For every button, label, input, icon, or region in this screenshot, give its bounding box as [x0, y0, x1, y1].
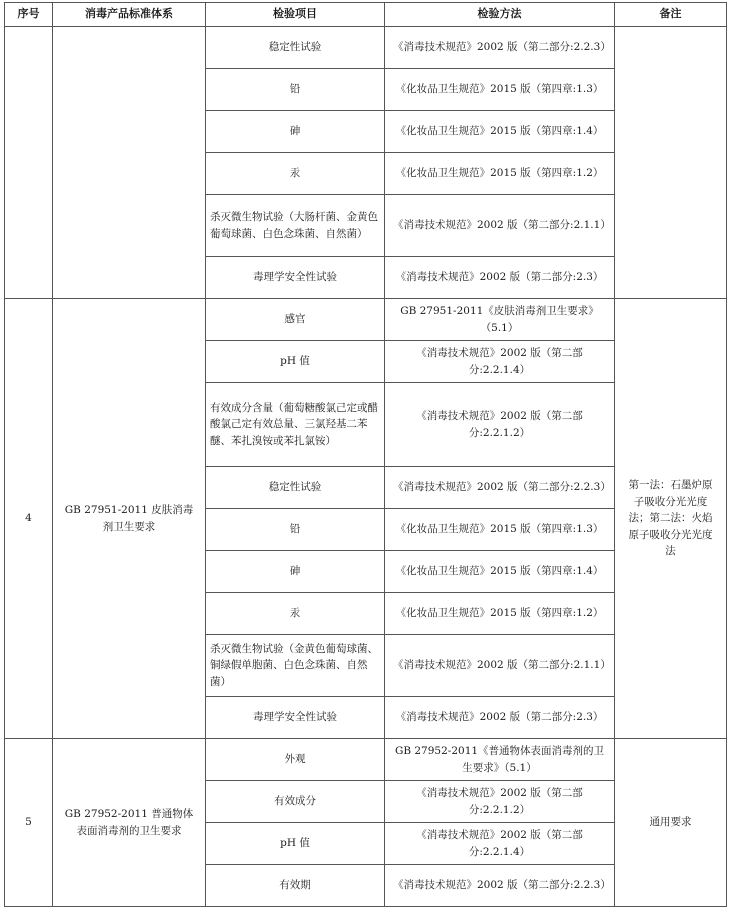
method-cell: 《消毒技术规范》2002 版（第二部分:2.1.1） [385, 635, 615, 697]
method-cell: 《化妆品卫生规范》2015 版（第四章:1.4） [385, 551, 615, 593]
method-cell: 《消毒技术规范》2002 版（第二部分:2.2.3） [385, 865, 615, 907]
method-cell: 《消毒技术规范》2002 版（第二部分:2.2.1.4） [385, 823, 615, 865]
standard-cell: GB 27951-2011 皮肤消毒剂卫生要求 [53, 299, 206, 739]
method-cell: 《化妆品卫生规范》2015 版（第四章:1.3） [385, 69, 615, 111]
method-cell: 《消毒技术规范》2002 版（第二部分:2.2.1.2） [385, 383, 615, 467]
item-cell: 有效期 [206, 865, 385, 907]
item-cell: 铅 [206, 69, 385, 111]
item-cell: 砷 [206, 551, 385, 593]
method-cell: 《消毒技术规范》2002 版（第二部分:2.3） [385, 697, 615, 739]
item-cell: 汞 [206, 593, 385, 635]
table-header-row [5, 3, 727, 27]
item-cell: 杀灭微生物试验（大肠杆菌、金黄色葡萄球菌、白色念珠菌、自然菌） [206, 195, 385, 257]
method-cell: GB 27952-2011《普通物体表面消毒剂的卫生要求》（5.1） [385, 739, 615, 781]
seq-cell [5, 27, 53, 299]
standard-cell [53, 27, 206, 299]
header-seq: 序号 [5, 3, 53, 27]
item-cell: pH 值 [206, 823, 385, 865]
header-standard: 消毒产品标准体系 [53, 3, 206, 27]
item-cell: 砷 [206, 111, 385, 153]
item-cell: 有效成分含量（葡萄糖酸氯己定或醋酸氯己定有效总量、三氯羟基二苯醚、苯扎溴铵或苯扎氯铵） [206, 383, 385, 467]
standard-cell: GB 27952-2011 普通物体表面消毒剂的卫生要求 [53, 739, 206, 907]
method-cell: 《消毒技术规范》2002 版（第二部分:2.3） [385, 257, 615, 299]
item-cell: 稳定性试验 [206, 27, 385, 69]
item-cell: 有效成分 [206, 781, 385, 823]
seq-cell: 5 [5, 739, 53, 907]
header-note: 备注 [615, 3, 727, 27]
method-cell: 《消毒技术规范》2002 版（第二部分:2.2.1.4） [385, 341, 615, 383]
method-cell: 《消毒技术规范》2002 版（第二部分:2.2.3） [385, 27, 615, 69]
note-cell [615, 27, 727, 299]
table-row [5, 27, 727, 69]
seq-cell: 4 [5, 299, 53, 739]
method-cell: 《消毒技术规范》2002 版（第二部分:2.2.3） [385, 467, 615, 509]
method-cell: 《化妆品卫生规范》2015 版（第四章:1.4） [385, 111, 615, 153]
item-cell: 汞 [206, 153, 385, 195]
item-cell: 毒理学安全性试验 [206, 697, 385, 739]
note-cell: 通用要求 [615, 739, 727, 907]
method-cell: 《化妆品卫生规范》2015 版（第四章:1.2） [385, 153, 615, 195]
inspection-table [4, 2, 727, 907]
item-cell: pH 值 [206, 341, 385, 383]
method-cell: 《消毒技术规范》2002 版（第二部分:2.2.1.2） [385, 781, 615, 823]
item-cell: 铅 [206, 509, 385, 551]
table-row [5, 739, 727, 781]
note-cell: 第一法：石墨炉原子吸收分光光度法；第二法：火焰原子吸收分光光度法 [615, 299, 727, 739]
item-cell: 外观 [206, 739, 385, 781]
table-row [5, 299, 727, 341]
method-cell: 《化妆品卫生规范》2015 版（第四章:1.3） [385, 509, 615, 551]
item-cell: 毒理学安全性试验 [206, 257, 385, 299]
item-cell: 感官 [206, 299, 385, 341]
header-item: 检验项目 [206, 3, 385, 27]
method-cell: 《消毒技术规范》2002 版（第二部分:2.1.1） [385, 195, 615, 257]
item-cell: 稳定性试验 [206, 467, 385, 509]
method-cell: 《化妆品卫生规范》2015 版（第四章:1.2） [385, 593, 615, 635]
header-method: 检验方法 [385, 3, 615, 27]
item-cell: 杀灭微生物试验（金黄色葡萄球菌、铜绿假单胞菌、白色念珠菌、自然菌） [206, 635, 385, 697]
method-cell: GB 27951-2011《皮肤消毒剂卫生要求》（5.1） [385, 299, 615, 341]
